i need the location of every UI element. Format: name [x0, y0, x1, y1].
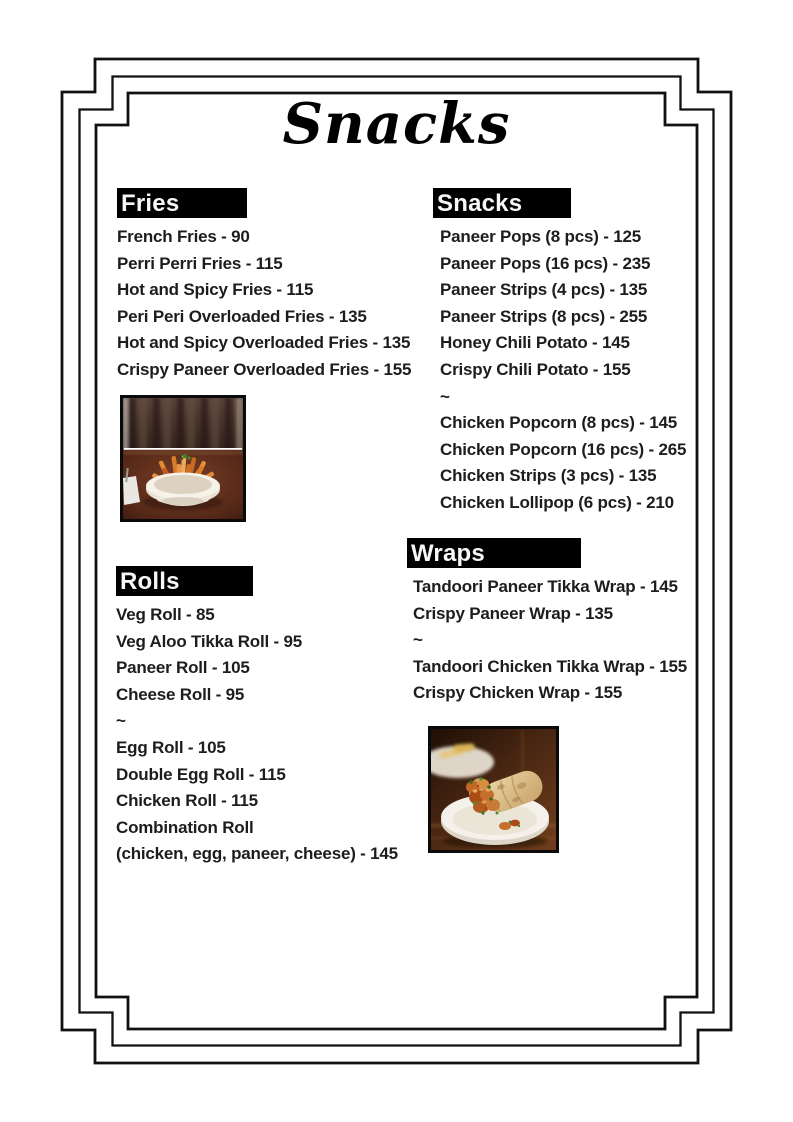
menu-item: Chicken Strips (3 pcs) - 135	[440, 466, 657, 486]
section-header-bar	[117, 188, 247, 218]
section-rolls	[116, 566, 398, 868]
fries-photo	[120, 395, 246, 522]
fries-photo-art	[123, 398, 243, 519]
section-header-label: Rolls	[120, 568, 180, 595]
menu-item: Crispy Paneer Wrap - 135	[413, 603, 613, 623]
menu-item: Paneer Pops (16 pcs) - 235	[440, 253, 651, 273]
menu-item: Tandoori Paneer Tikka Wrap - 145	[413, 577, 678, 596]
snacks-item-list	[433, 224, 686, 517]
wraps-item-list	[407, 574, 687, 707]
menu-item: Crispy Paneer Overloaded Fries - 155	[117, 359, 412, 379]
menu-item: Honey Chili Potato - 145	[440, 333, 630, 353]
menu-item: (chicken, egg, paneer, cheese) - 145	[116, 844, 398, 864]
section-header-label: Snacks	[437, 190, 523, 217]
section-header-label: Fries	[121, 190, 180, 217]
wrap-photo	[428, 726, 559, 853]
menu-item: Chicken Popcorn (16 pcs) - 265	[440, 439, 687, 459]
menu-item: Hot and Spicy Fries - 115	[117, 280, 314, 300]
menu-item: Chicken Roll - 115	[116, 791, 258, 811]
menu-item: Combination Roll	[116, 817, 254, 837]
rolls-item-list	[116, 602, 398, 868]
item-separator: ~	[440, 386, 450, 406]
menu-item: Chicken Lollipop (6 pcs) - 210	[440, 492, 674, 512]
menu-item: Tandoori Chicken Tikka Wrap - 155	[413, 656, 687, 676]
menu-item: Hot and Spicy Overloaded Fries - 135	[117, 333, 411, 353]
fries-item-list	[117, 224, 411, 384]
menu-item: Crispy Chili Potato - 155	[440, 359, 631, 379]
menu-item: Veg Roll - 85	[116, 605, 215, 624]
menu-item: Veg Aloo Tikka Roll - 95	[116, 631, 303, 651]
menu-item: French Fries - 90	[117, 227, 250, 246]
page-title: Snacks	[282, 91, 511, 157]
item-separator: ~	[413, 630, 423, 650]
section-snacks	[433, 188, 686, 517]
menu-item: Chicken Popcorn (8 pcs) - 145	[440, 413, 677, 433]
menu-item: Egg Roll - 105	[116, 737, 226, 757]
menu-item: Paneer Strips (8 pcs) - 255	[440, 306, 648, 326]
menu-item: Paneer Roll - 105	[116, 658, 250, 678]
section-header-label: Wraps	[411, 540, 485, 567]
item-separator: ~	[116, 711, 126, 731]
wrap-photo-art	[431, 729, 556, 850]
menu-item: Double Egg Roll - 115	[116, 764, 286, 784]
section-fries	[117, 188, 411, 384]
section-wraps	[407, 538, 687, 707]
section-header-bar	[407, 538, 581, 568]
menu-item: Peri Peri Overloaded Fries - 135	[117, 306, 367, 326]
menu-item: Paneer Strips (4 pcs) - 135	[440, 280, 648, 300]
menu-item: Paneer Pops (8 pcs) - 125	[440, 227, 641, 246]
section-header-bar	[116, 566, 253, 596]
menu-item: Crispy Chicken Wrap - 155	[413, 683, 623, 703]
menu-item: Cheese Roll - 95	[116, 684, 245, 704]
section-header-bar	[433, 188, 571, 218]
menu-item: Perri Perri Fries - 115	[117, 253, 283, 273]
